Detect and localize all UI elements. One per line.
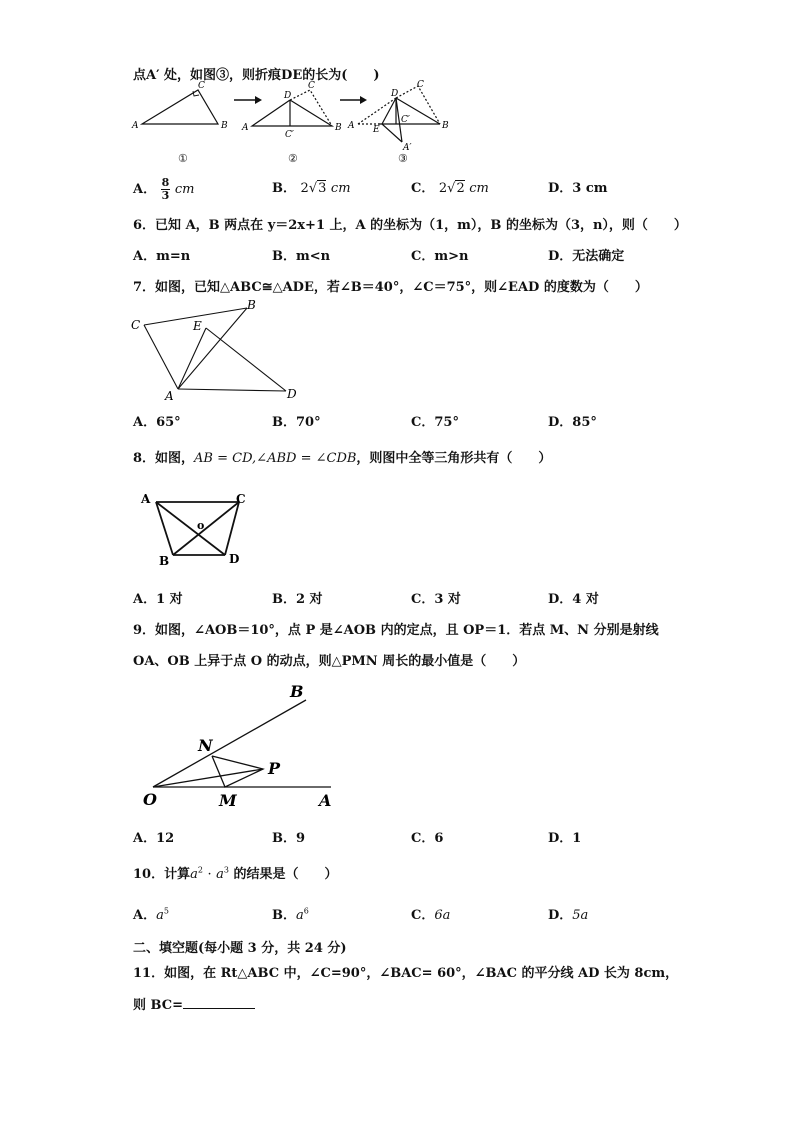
coefficient: 2 [300,181,309,196]
option-a[interactable] [133,177,194,202]
stem-math: AB = CD,∠ABD = ∠CDB [194,451,357,466]
label-c: C [236,492,246,506]
option-prefix: D． [548,908,573,923]
option-b[interactable]: B．m<n [272,249,331,264]
option-a[interactable]: A．m=n [133,249,191,264]
option-b[interactable]: B．2 对 [272,592,323,607]
caption-3: ③ [398,152,408,165]
fold-step-1-diagram [142,90,218,124]
option-value: 6a [434,908,451,923]
q5-stem: 点A′ 处，如图③，则折痕DE的长为( ) [133,68,380,83]
unit: cm [174,182,195,197]
label-c: C [308,81,315,91]
base: a [190,867,198,882]
option-b[interactable] [272,904,309,923]
coefficient: 2 [438,181,448,196]
option-d[interactable]: D．1 [548,831,582,846]
label-a: A [242,123,249,133]
arrow-right-icon [340,96,367,104]
option-c[interactable]: C．3 对 [411,592,461,607]
option-c[interactable] [411,904,450,923]
exponent: 3 [223,865,230,875]
stem-prefix: 10．计算 [133,867,191,882]
option-a[interactable]: A．65° [133,415,181,430]
option-d[interactable]: D．无法确定 [548,249,625,264]
option-prefix: B． [272,908,296,923]
unit: cm [330,181,351,196]
option-d[interactable]: D．3 cm [548,181,608,196]
base: a [296,908,304,923]
q10-stem [133,863,338,882]
exponent: 2 [197,865,203,875]
option-d[interactable] [548,904,588,923]
label-c: C [198,81,205,91]
arrow-right-icon [234,96,262,104]
label-b: B [221,121,228,131]
base: a [216,867,224,882]
label-a: A [319,791,332,810]
label-b: B [247,298,256,312]
option-c[interactable]: C．6 [411,831,444,846]
q8-figure [135,485,255,575]
sqrt-icon: √ [447,181,456,196]
label-b: B [159,554,170,568]
fraction [161,177,171,202]
label-o: o [197,519,205,532]
fraction-denominator: 3 [161,189,170,202]
stem-prefix: 8．如图， [133,451,195,466]
fold-step-2-diagram [252,90,332,126]
option-b[interactable] [272,177,351,196]
q9-figure [135,680,345,810]
label-n: N [198,736,213,755]
caption-2: ② [288,152,298,165]
label-d: D [229,552,240,566]
stem-suffix: ，则图中全等三角形共有（ ） [356,451,552,466]
option-prefix: C． [411,181,435,196]
unit: cm [469,181,489,196]
q11-line2 [133,994,255,1013]
fraction-numerator: 8 [161,176,170,189]
label-d: D [391,89,399,99]
label-o: O [143,790,157,809]
option-prefix: A． [133,182,157,197]
option-a[interactable] [133,904,169,923]
option-prefix: C． [411,908,435,923]
q9-stem-line2: OA、OB 上异于点 O 的动点，则△PMN 周长的最小值是（ ） [133,654,526,669]
option-d[interactable]: D．85° [548,415,597,430]
label-a: A [132,121,139,131]
label-a: A [165,389,174,403]
label-e: E [193,319,202,333]
option-b[interactable]: B．70° [272,415,321,430]
q8-stem [133,447,551,466]
option-prefix: A． [133,908,157,923]
caption-1: ① [178,152,188,165]
label-c: C [131,318,141,332]
radicand: 2 [456,181,465,196]
label-m: M [219,791,237,810]
label-b: B [442,121,449,131]
label-c-prime: C′ [285,130,294,140]
base: a [156,908,164,923]
q9-stem-line1: 9．如图，∠AOB＝10°，点 P 是∠AOB 内的定点，且 OP＝1．若点 M、N 分别是射线 [133,623,659,638]
option-a[interactable]: A．12 [133,831,175,846]
q7-stem: 7．如图，已知△ABC≅△ADE，若∠B＝40°，∠C＝75°，则∠EAD 的度数为（ ） [133,280,648,295]
label-b: B [290,682,304,701]
q11-line1: 11．如图，在 Rt△ABC 中，∠C=90°，∠BAC= 60°，∠BAC 的平分线 AD 长为 8cm， [133,966,679,981]
stem-suffix: 的结果是（ ） [233,867,338,882]
label-d: D [284,91,292,101]
section-title: 二、填空题(每小题 3 分，共 24 分) [133,941,347,956]
exponent: 5 [163,906,169,916]
answer-blank[interactable] [183,996,255,1009]
label-c-prime: C′ [401,115,410,125]
label-b: B [335,123,342,133]
label-a: A [348,121,355,131]
option-a[interactable]: A．1 对 [133,592,183,607]
label-a-prime: A′ [403,143,412,153]
label-a: A [141,492,151,506]
option-d[interactable]: D．4 对 [548,592,599,607]
dot: · [207,867,212,882]
label-e: E [373,125,380,135]
sqrt-icon: √ [308,181,318,196]
option-c[interactable]: C．75° [411,415,459,430]
q11-prefix: 则 BC= [133,998,183,1013]
exponent: 6 [303,906,309,916]
label-p: P [268,759,281,778]
option-c[interactable]: C．m>n [411,249,469,264]
option-prefix: B． [272,181,296,196]
option-c[interactable] [411,177,489,196]
option-b[interactable]: B．9 [272,831,306,846]
label-c: C [417,80,424,90]
label-d: D [287,387,297,401]
fold-step-3-diagram [358,86,440,142]
option-value: 5a [572,908,589,923]
q7-figure [125,295,325,405]
radicand: 3 [318,181,327,196]
q6-stem: 6．已知 A，B 两点在 y＝2x+1 上，A 的坐标为（1，m），B 的坐标为（3，n），则（ ） [133,218,687,233]
